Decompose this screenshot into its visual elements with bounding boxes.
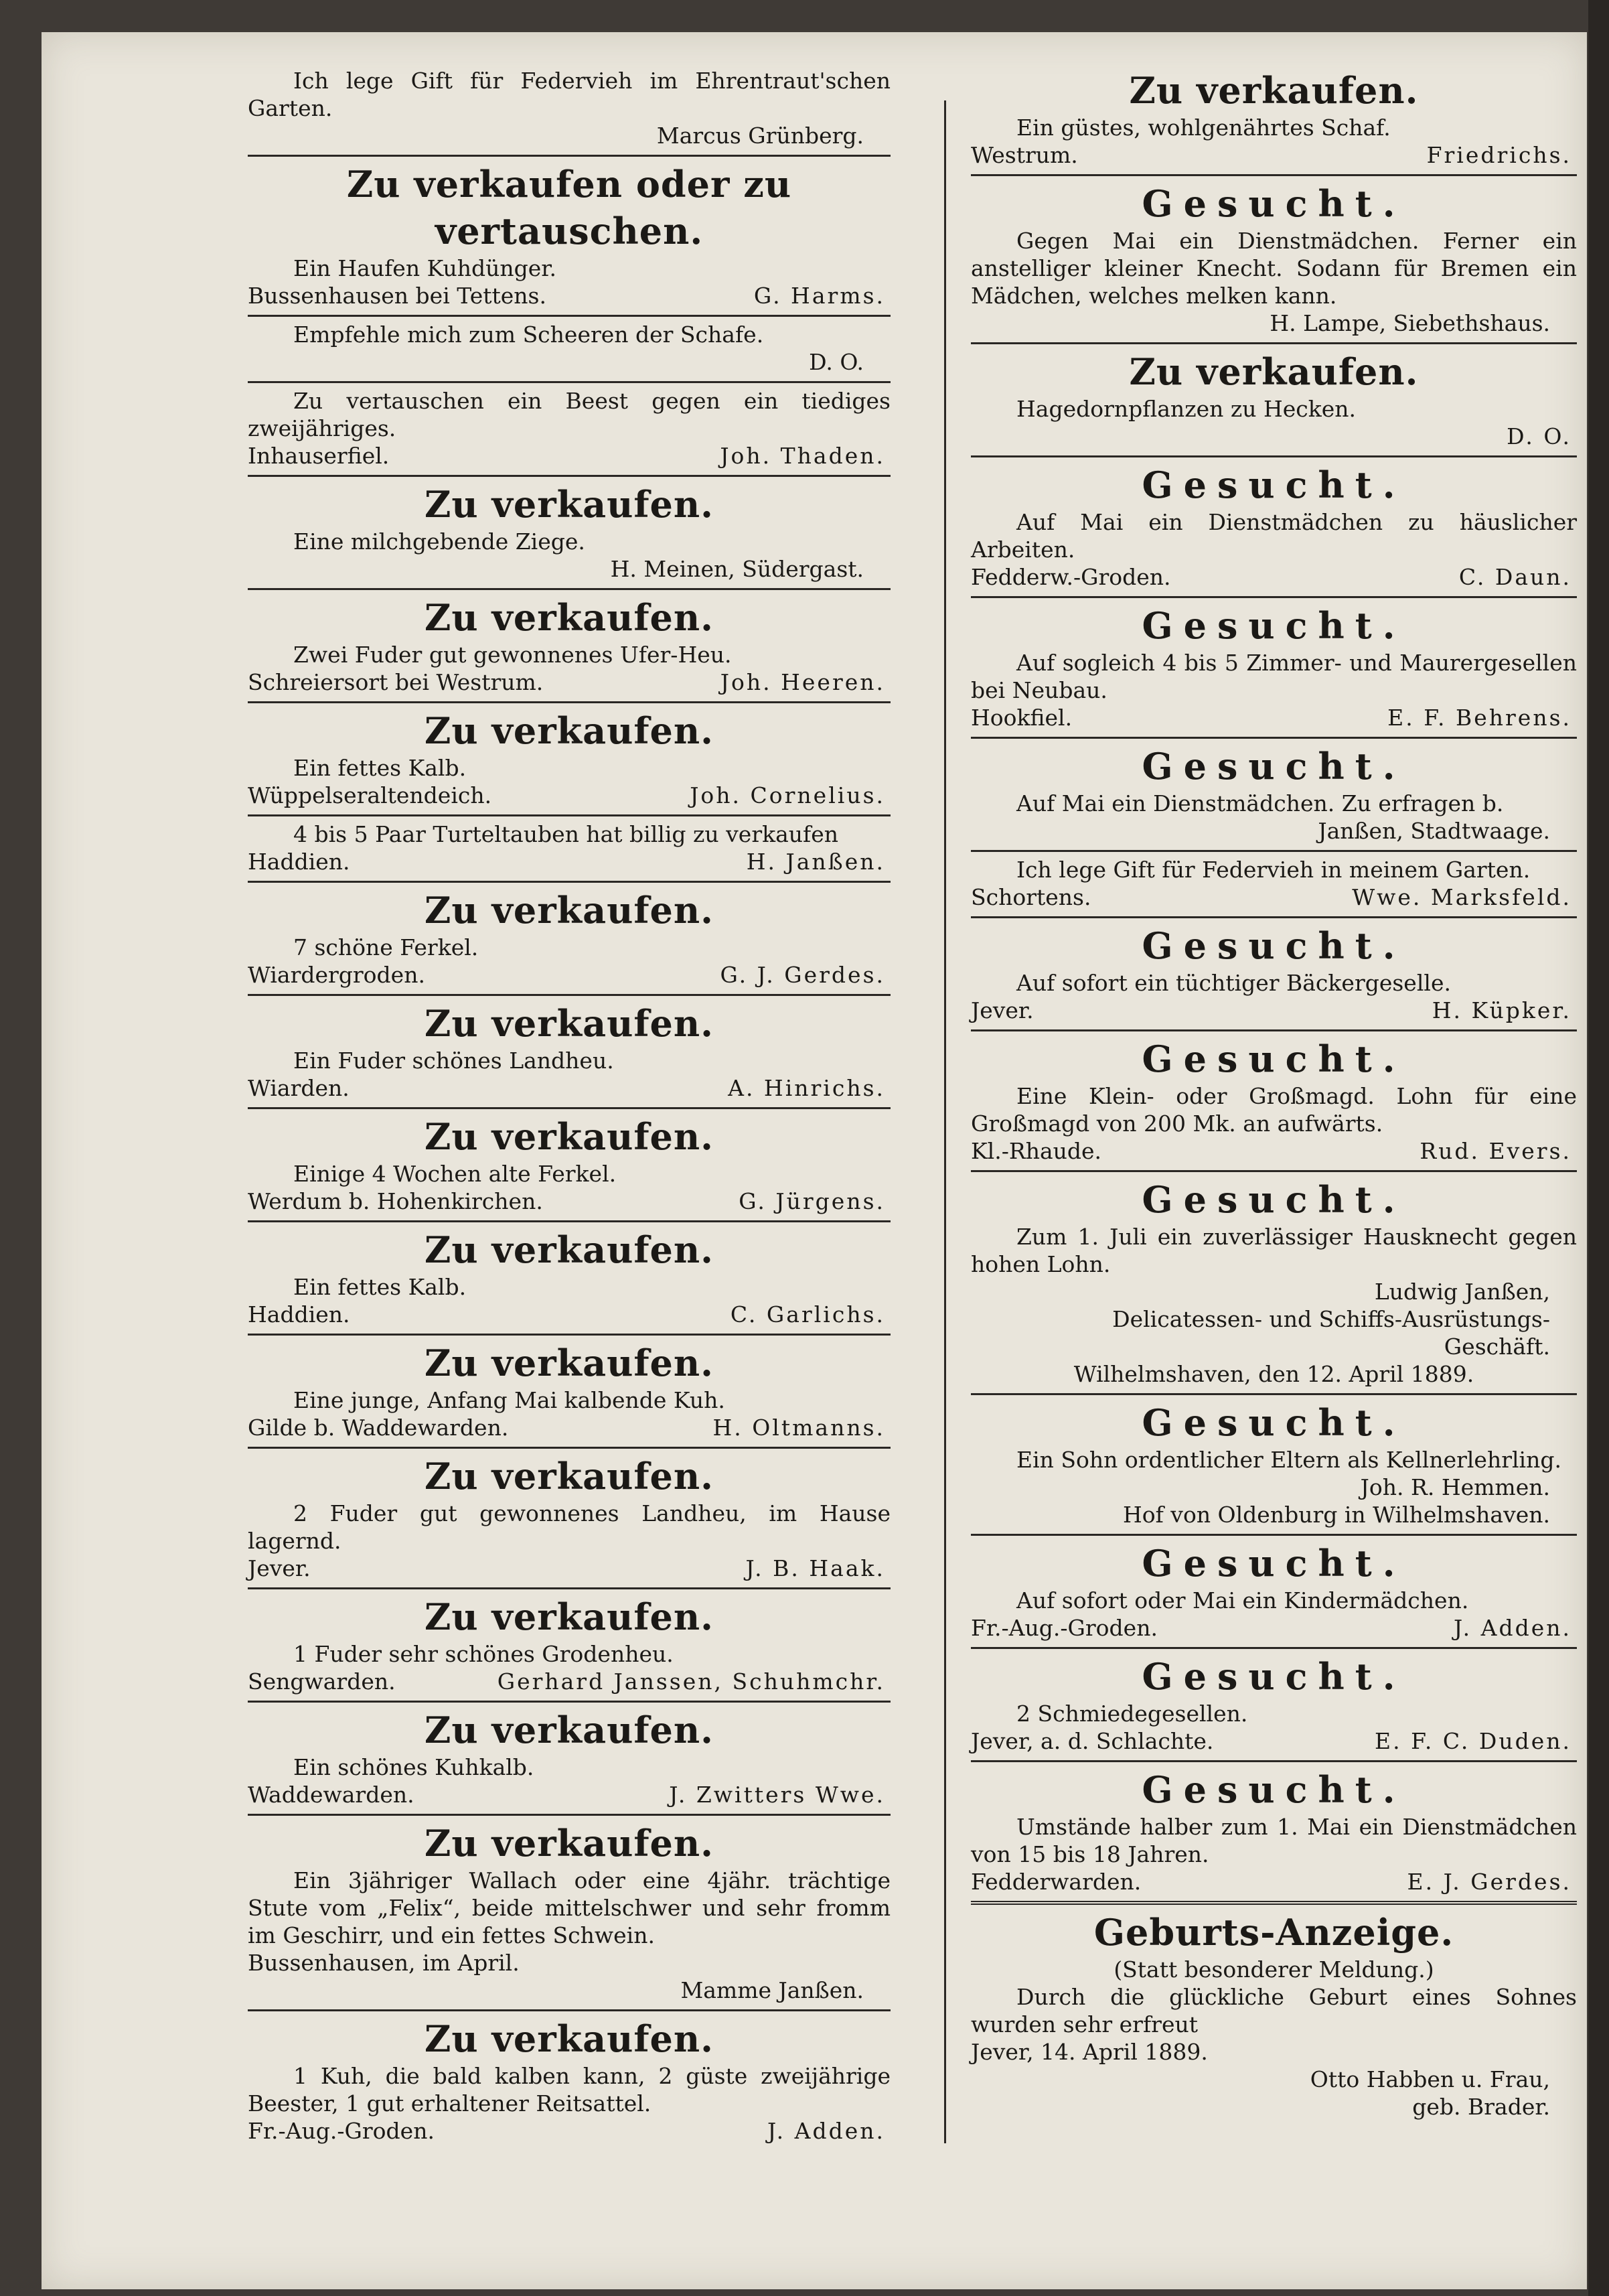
ad-text: 7 schöne Ferkel. (293, 934, 479, 960)
ad-text: Zwei Fuder gut gewonnenes Ufer-Heu. (293, 642, 732, 668)
ad-name: Friedrichs. (1426, 142, 1572, 168)
ad-signature-line (971, 423, 1577, 450)
ad-text: Auf sofort ein tüchtiger Bäckergeselle. (1016, 970, 1451, 996)
ad-heading: Zu verkaufen. (425, 1822, 714, 1865)
ad-heading: Gesucht. (1142, 182, 1406, 225)
ad-heading: Zu verkaufen. (425, 1595, 714, 1638)
ad-signature: D. O. (809, 349, 864, 375)
ad-name: H. Küpker. (1432, 997, 1572, 1023)
separator-rule (971, 1760, 1577, 1762)
separator-rule (248, 381, 891, 383)
ad-place: Bussenhausen bei Tettens. (248, 283, 546, 309)
ad-text: Ein fettes Kalb. (293, 755, 467, 781)
ad-name: G. J. Gerdes. (720, 962, 885, 988)
ad-signature-line (248, 1301, 891, 1328)
ad-signature-line (971, 704, 1577, 731)
ad-heading: Zu verkaufen. (425, 483, 714, 526)
ad-text: Hagedornpflanzen zu Hecken. (1016, 396, 1357, 422)
ad-signature-line (248, 961, 891, 989)
ad-place: Jever, a. d. Schlachte. (971, 1728, 1214, 1754)
advertisement (971, 1035, 1577, 1165)
advertisement (971, 1399, 1577, 1528)
ad-text: 2 Fuder gut gewonnenes Landheu, im Hause lagernd. (248, 1500, 891, 1554)
ad-signature-line (971, 997, 1577, 1024)
ad-signature-line (248, 442, 891, 470)
ad-heading: Gesucht. (1142, 1037, 1406, 1080)
ad-name: E. J. Gerdes. (1407, 1869, 1572, 1895)
ad-text: Ein Fuder schönes Landheu. (293, 1048, 614, 1074)
separator-rule (971, 174, 1577, 176)
advertisement (248, 67, 891, 149)
advertisement (971, 743, 1577, 845)
ad-signature-line: Geschäft. (1444, 1334, 1550, 1360)
ad-signature-line (248, 1188, 891, 1215)
ad-place: Haddien. (248, 849, 350, 875)
ad-place: Haddien. (248, 1301, 350, 1328)
ad-text: 1 Kuh, die bald kalben kann, 2 güste zweijährige Beester, 1 gut erhaltener Reitsattel. (248, 2063, 891, 2116)
ad-signature-line (971, 1727, 1577, 1755)
ad-name: A. Hinrichs. (728, 1075, 885, 1101)
ad-text: Zu vertauschen ein Beest gegen ein tiediges zweijähriges. (248, 388, 891, 441)
ad-signature-line: Otto Habben u. Frau, (1310, 2066, 1550, 2092)
separator-rule (248, 1701, 891, 1703)
advertisement (971, 856, 1577, 911)
ad-heading: Zu verkaufen. (425, 709, 714, 752)
right-column (971, 67, 1577, 2121)
ad-heading: Zu verkaufen. (425, 1709, 714, 1751)
advertisement (971, 922, 1577, 1024)
separator-rule (971, 1901, 1577, 1905)
separator-rule (248, 155, 891, 157)
ad-text: Auf sofort oder Mai ein Kindermädchen. (1016, 1587, 1469, 1613)
separator-rule (248, 2009, 891, 2011)
ad-name: G. Harms. (753, 283, 885, 309)
ad-text: Ich lege Gift für Federvieh im Ehrentraut'schen Garten. (248, 68, 891, 121)
separator-rule (971, 1170, 1577, 1172)
advertisement (248, 2015, 891, 2145)
ad-place: Hookfiel. (971, 705, 1073, 731)
ad-text: Empfehle mich zum Scheeren der Schafe. (293, 321, 764, 348)
separator-rule (248, 1107, 891, 1109)
advertisement (971, 1540, 1577, 1642)
ad-heading: Zu verkaufen oder zu vertauschen. (346, 163, 792, 253)
separator-rule (248, 475, 891, 477)
ad-heading: Gesucht. (1142, 604, 1406, 647)
ad-heading: Gesucht. (1142, 1401, 1406, 1444)
separator-rule (971, 1393, 1577, 1395)
ad-text: Auf Mai ein Dienstmädchen. Zu erfragen b. (1016, 790, 1504, 816)
ad-name: Joh. Cornelius. (690, 782, 885, 808)
ad-heading: Zu verkaufen. (425, 889, 714, 932)
ad-name: J. Zwitters Wwe. (669, 1782, 885, 1808)
advertisement (248, 1593, 891, 1695)
separator-rule (971, 455, 1577, 457)
advertisement (248, 1707, 891, 1808)
ad-name: Joh. Thaden. (720, 443, 885, 469)
advertisement (971, 602, 1577, 731)
advertisement (248, 321, 891, 376)
ad-text: 1 Fuder sehr schönes Grodenheu. (293, 1641, 674, 1667)
ad-signature-line (248, 2117, 891, 2145)
ad-signature-line (248, 668, 891, 696)
ad-name: H. Oltmanns. (712, 1415, 885, 1441)
advertisement (248, 1113, 891, 1215)
advertisement (971, 1909, 1577, 2121)
ad-text: 2 Schmiedegesellen. (1016, 1701, 1248, 1727)
ad-heading: Zu verkaufen. (425, 1228, 714, 1271)
ad-signature: H. Meinen, Südergast. (610, 556, 864, 582)
ad-text: Durch die glückliche Geburt eines Sohnes wurden sehr erfreut (971, 1984, 1577, 2037)
separator-rule (971, 1029, 1577, 1031)
separator-rule (248, 701, 891, 703)
ad-signature-line (971, 141, 1577, 169)
ad-place: Fr.-Aug.-Groden. (971, 1615, 1158, 1641)
ad-signature-line (971, 563, 1577, 591)
ad-heading: Gesucht. (1142, 1655, 1406, 1698)
ad-place: Inhauserfiel. (248, 443, 390, 469)
advertisement (248, 1340, 891, 1441)
separator-rule (248, 1220, 891, 1222)
ad-heading: Gesucht. (1142, 1768, 1406, 1811)
separator-rule (971, 737, 1577, 739)
ad-text: Ich lege Gift für Federvieh in meinem Garten. (1016, 857, 1531, 883)
ad-place: Fr.-Aug.-Groden. (248, 2118, 435, 2144)
advertisement (971, 1766, 1577, 1895)
ad-signature: Mamme Janßen. (680, 1977, 864, 2003)
advertisement (971, 180, 1577, 337)
ad-place: Fedderwarden. (971, 1869, 1142, 1895)
ad-name: C. Daun. (1458, 564, 1572, 590)
ad-signature-line (971, 1868, 1577, 1895)
ad-place: Jever. (971, 997, 1034, 1023)
ad-signature-line: Joh. R. Hemmen. (1360, 1474, 1550, 1500)
advertisement (971, 67, 1577, 169)
ad-signature-line (248, 1668, 891, 1695)
ad-text: 4 bis 5 Paar Turteltauben hat billig zu verkaufen (293, 821, 839, 847)
advertisement (248, 1000, 891, 1102)
ad-heading: Zu verkaufen. (425, 596, 714, 639)
separator-rule (248, 1814, 891, 1816)
ad-signature: H. Lampe, Siebethshaus. (1270, 310, 1550, 336)
advertisement (248, 1453, 891, 1582)
ad-text: Ein schönes Kuhkalb. (293, 1754, 534, 1780)
advertisement (248, 820, 891, 875)
ad-name: Gerhard Janssen, Schuhmchr. (497, 1668, 885, 1695)
ad-name: G. Jürgens. (739, 1188, 885, 1214)
ad-text: Ein fettes Kalb. (293, 1274, 467, 1300)
ad-signature-line: geb. Brader. (1412, 2094, 1550, 2120)
ad-heading: Zu verkaufen. (1129, 350, 1419, 393)
advertisement (248, 387, 891, 470)
ad-name: J. Adden. (767, 2118, 885, 2144)
ad-heading: Zu verkaufen. (1129, 69, 1419, 112)
ad-signature: Janßen, Stadtwaage. (1318, 818, 1550, 844)
ad-place: Kl.-Rhaude. (971, 1138, 1102, 1164)
ad-signature-line (971, 1137, 1577, 1165)
ad-name: D. O. (1507, 423, 1572, 449)
ad-name: E. F. C. Duden. (1375, 1728, 1572, 1754)
ad-text: Zum 1. Juli ein zuverlässiger Hausknecht gegen hohen Lohn. (971, 1224, 1577, 1277)
ad-signature-line (248, 1781, 891, 1808)
ad-place: Gilde b. Waddewarden. (248, 1415, 509, 1441)
ad-text: Einige 4 Wochen alte Ferkel. (293, 1161, 617, 1187)
ad-place-date: Bussenhausen, im April. (248, 1950, 520, 1976)
advertisement (248, 594, 891, 696)
separator-rule (971, 1647, 1577, 1649)
ad-signature-line: Hof von Oldenburg in Wilhelmshaven. (1122, 1502, 1550, 1528)
ad-signature-line (248, 1074, 891, 1102)
ad-text: Ein Sohn ordentlicher Eltern als Kellnerlehrling. (1016, 1447, 1561, 1473)
ad-text: Eine milchgebende Ziege. (293, 528, 585, 555)
ad-place: Schortens. (971, 884, 1091, 910)
ad-text: Auf sogleich 4 bis 5 Zimmer- und Maurergesellen bei Neubau. (971, 650, 1577, 703)
ad-heading: Zu verkaufen. (425, 1342, 714, 1384)
ad-text: Eine Klein- oder Großmagd. Lohn für eine Großmagd von 200 Mk. an aufwärts. (971, 1083, 1577, 1137)
ad-place: Wüppelseraltendeich. (248, 782, 492, 808)
ad-heading: Gesucht. (1142, 745, 1406, 788)
ad-text: Ein Haufen Kuhdünger. (293, 255, 556, 281)
ad-signature-line (248, 1555, 891, 1582)
ad-signature: Marcus Grünberg. (656, 123, 864, 149)
ad-heading: Zu verkaufen. (425, 1455, 714, 1498)
page-edge (1588, 0, 1609, 2296)
ad-place: Westrum. (971, 142, 1078, 168)
separator-rule (248, 588, 891, 590)
advertisement (971, 461, 1577, 591)
ad-text: Eine junge, Anfang Mai kalbende Kuh. (293, 1387, 725, 1413)
ad-text: Umstände halber zum 1. Mai ein Dienstmädchen von 15 bis 18 Jahren. (971, 1814, 1577, 1867)
ad-heading: Gesucht. (1142, 463, 1406, 506)
separator-rule (248, 1587, 891, 1589)
ad-name: J. Adden. (1454, 1615, 1572, 1641)
ad-heading: Geburts-Anzeige. (1093, 1911, 1454, 1954)
separator-rule (248, 881, 891, 883)
separator-rule (971, 850, 1577, 852)
advertisement (248, 707, 891, 809)
ad-name: C. Garlichs. (730, 1301, 885, 1328)
ad-signature-line (248, 1414, 891, 1441)
advertisement (971, 1176, 1577, 1388)
ad-name: Joh. Heeren. (720, 669, 885, 695)
separator-rule (971, 596, 1577, 598)
ad-name: Wwe. Marksfeld. (1352, 884, 1572, 910)
ad-heading: Gesucht. (1142, 1542, 1406, 1585)
ad-heading: Zu verkaufen. (425, 2017, 714, 2060)
advertisement (248, 161, 891, 309)
ad-place: Sengwarden. (248, 1668, 396, 1695)
ad-name: Rud. Evers. (1420, 1138, 1572, 1164)
ad-signature-line (971, 883, 1577, 911)
left-column (248, 67, 891, 2145)
ad-text: Ein 3jähriger Wallach oder eine 4jähr. trächtige Stute vom „Felix“, beide mittelschwer und sehr fromm im Geschirr, und ein fettes Schwein. (248, 1867, 891, 1948)
separator-rule (248, 315, 891, 317)
ad-name: H. Janßen. (746, 849, 885, 875)
separator-rule (248, 814, 891, 816)
ad-signature-line: Delicatessen- und Schiffs-Ausrüstungs- (1112, 1306, 1550, 1332)
ad-signature-line (248, 848, 891, 875)
separator-rule (971, 342, 1577, 344)
ad-signature-line (248, 782, 891, 809)
ad-subheading: (Statt besonderer Meldung.) (1114, 1956, 1434, 1983)
ad-heading: Gesucht. (1142, 924, 1406, 967)
ad-name: E. F. Behrens. (1387, 705, 1572, 731)
advertisement (971, 1653, 1577, 1755)
separator-rule (248, 1334, 891, 1336)
column-divider (944, 100, 946, 2143)
ad-place: Werdum b. Hohenkirchen. (248, 1188, 543, 1214)
ad-signature-line (971, 1614, 1577, 1642)
ad-heading: Zu verkaufen. (425, 1115, 714, 1158)
separator-rule (248, 1447, 891, 1449)
ad-heading: Zu verkaufen. (425, 1002, 714, 1045)
ad-place: Wiarden. (248, 1075, 350, 1101)
ad-place: Waddewarden. (248, 1782, 414, 1808)
ad-text: Gegen Mai ein Dienstmädchen. Ferner ein anstelliger kleiner Knecht. Sodann für Bremen ein Mädchen, welches melken kann. (971, 228, 1577, 309)
advertisement (248, 1226, 891, 1328)
ad-text: Ein güstes, wohlgenährtes Schaf. (1016, 115, 1391, 141)
advertisement (971, 348, 1577, 450)
ad-dateline: Jever, 14. April 1889. (971, 2039, 1208, 2065)
advertisement (248, 1820, 891, 2004)
separator-rule (971, 916, 1577, 918)
separator-rule (248, 994, 891, 996)
ad-place: Jever. (248, 1555, 311, 1581)
advertisement (248, 887, 891, 989)
ad-name: J. B. Haak. (745, 1555, 885, 1581)
separator-rule (971, 1534, 1577, 1536)
ad-dateline: Wilhelmshaven, den 12. April 1889. (1073, 1361, 1474, 1387)
ad-signature-line (248, 282, 891, 309)
advertisement (248, 481, 891, 583)
ad-place: Fedderw.-Groden. (971, 564, 1171, 590)
ad-place: Schreiersort bei Westrum. (248, 669, 544, 695)
ad-text: Auf Mai ein Dienstmädchen zu häuslicher Arbeiten. (971, 509, 1577, 563)
ad-place: Wiardergroden. (248, 962, 425, 988)
ad-signature-line: Ludwig Janßen, (1374, 1279, 1550, 1305)
ad-heading: Gesucht. (1142, 1178, 1406, 1221)
